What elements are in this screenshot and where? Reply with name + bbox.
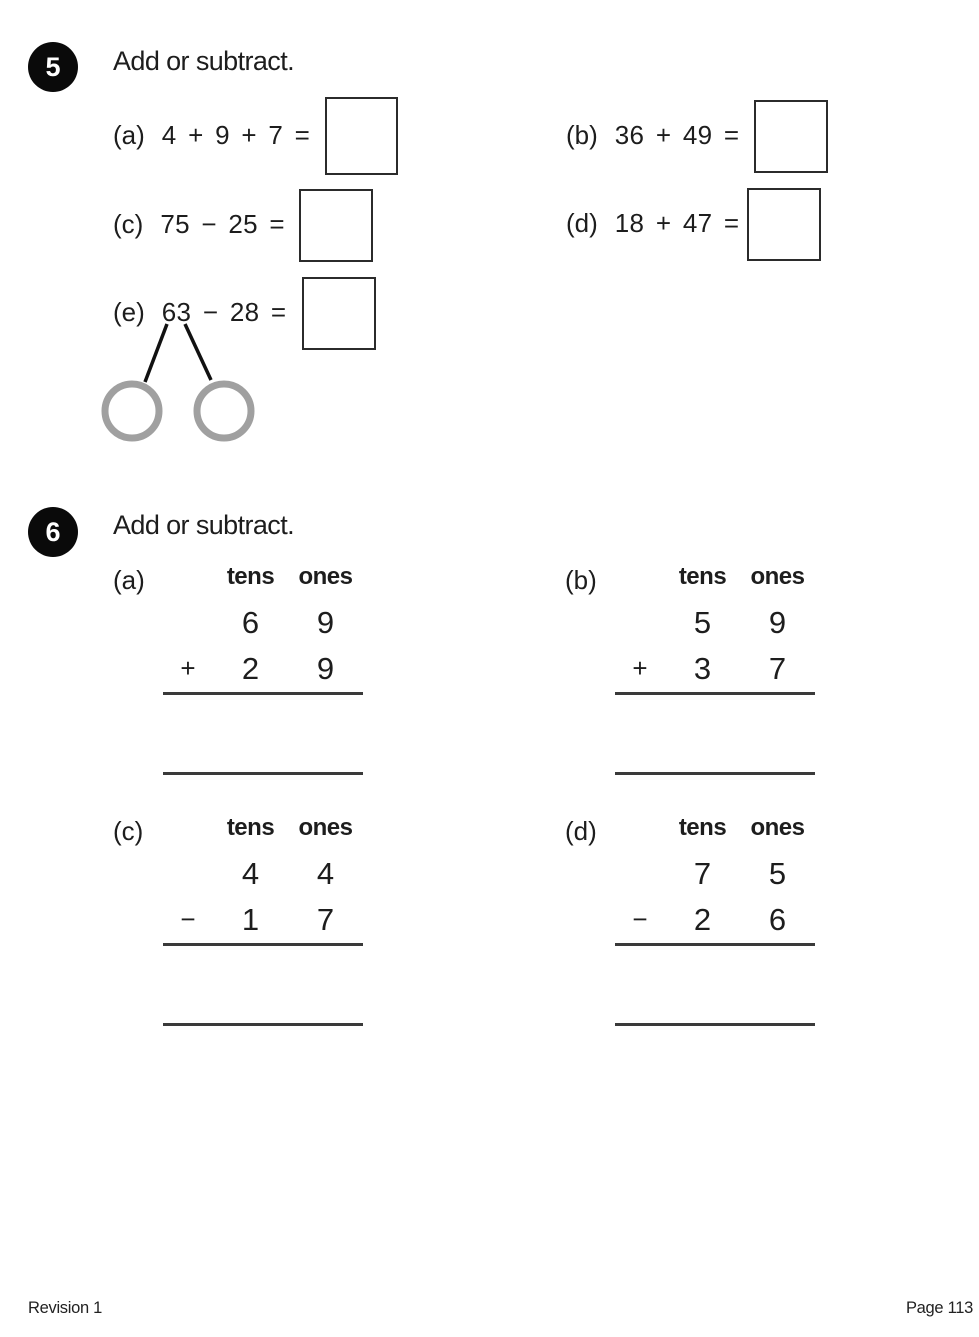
answer-rule[interactable] [615,772,815,775]
top-tens-digit: 5 [693,605,712,640]
column-headers [615,565,815,589]
column-header-tens: tens [226,563,275,590]
top-operand-row [615,858,815,889]
column-headers [163,565,363,589]
part-label-e: (e) [113,297,145,327]
operator-sign: + [180,653,196,683]
column-headers [615,816,815,840]
expression-b: 36 + 49 = [614,120,740,150]
bottom-ones-digit: 7 [316,902,335,937]
column-header-ones: ones [298,814,353,841]
top-operand-row [163,607,363,638]
equals-rule [615,692,815,695]
top-ones-digit: 9 [316,605,335,640]
top-tens-digit: 7 [693,856,712,891]
top-operand-row [163,858,363,889]
footer-page-number: Page 113 [905,1299,973,1317]
answer-box-5b[interactable] [754,100,828,173]
bottom-operand-row [615,904,815,935]
part-label-6c: (c) [113,816,144,846]
q5-part-c-row [113,211,285,237]
bottom-tens-digit: 2 [241,651,260,686]
equals-rule [615,943,815,946]
answer-rule[interactable] [615,1023,815,1026]
q5-part-b-row [566,122,739,148]
bottom-ones-digit: 6 [768,902,787,937]
top-ones-digit: 4 [316,856,335,891]
q6-part-a-block [113,565,373,780]
q5-part-a-row [113,122,310,148]
q6-part-d-block [565,816,825,1031]
answer-rule[interactable] [163,772,363,775]
q6-part-b-block [565,565,825,780]
bond-circle-right[interactable] [197,384,251,438]
top-ones-digit: 5 [768,856,787,891]
expression-a: 4 + 9 + 7 = [161,120,311,150]
operator-sign: + [632,653,648,683]
operator-sign: − [632,904,648,934]
column-headers [163,816,363,840]
bond-line-left [145,324,167,382]
question-5-instruction: Add or subtract. [113,46,294,76]
q6-part-c-block [113,816,373,1031]
expression-e: 63 − 28 = [161,297,287,327]
question-6-number: 6 [45,516,61,547]
bottom-tens-digit: 1 [241,902,260,937]
answer-box-5a[interactable] [325,97,398,175]
answer-box-5e[interactable] [302,277,376,350]
part-label-c: (c) [113,209,144,239]
bottom-tens-digit: 3 [693,651,712,686]
question-5-badge [28,42,78,92]
expression-d: 18 + 47 = [614,208,740,238]
answer-rule[interactable] [163,1023,363,1026]
q5-part-d-row [566,210,739,236]
part-label-6a: (a) [113,565,145,595]
equals-rule [163,692,363,695]
column-header-ones: ones [750,563,805,590]
column-header-ones: ones [750,814,805,841]
bottom-ones-digit: 7 [768,651,787,686]
part-label-6b: (b) [565,565,597,595]
column-header-tens: tens [678,814,727,841]
answer-box-5c[interactable] [299,189,373,262]
top-tens-digit: 6 [241,605,260,640]
question-6-badge [28,507,78,557]
bottom-ones-digit: 9 [316,651,335,686]
expression-c: 75 − 25 = [160,209,285,239]
operator-sign: − [180,904,196,934]
bottom-operand-row [163,904,363,935]
column-header-tens: tens [226,814,275,841]
number-bond [95,310,265,450]
bottom-tens-digit: 2 [693,902,712,937]
bond-circle-left[interactable] [105,384,159,438]
part-label-6d: (d) [565,816,597,846]
column-header-ones: ones [298,563,353,590]
top-tens-digit: 4 [241,856,260,891]
question-6-instruction: Add or subtract. [113,510,294,540]
equals-rule [163,943,363,946]
bottom-operand-row [615,653,815,684]
bond-line-right [185,324,211,380]
answer-box-5d[interactable] [747,188,821,261]
question-5-number: 5 [45,51,61,82]
bottom-operand-row [163,653,363,684]
top-ones-digit: 9 [768,605,787,640]
footer-revision-label: Revision 1 [28,1299,103,1317]
part-label-a: (a) [113,120,145,150]
part-label-d: (d) [566,208,598,238]
column-header-tens: tens [678,563,727,590]
top-operand-row [615,607,815,638]
part-label-b: (b) [566,120,598,150]
